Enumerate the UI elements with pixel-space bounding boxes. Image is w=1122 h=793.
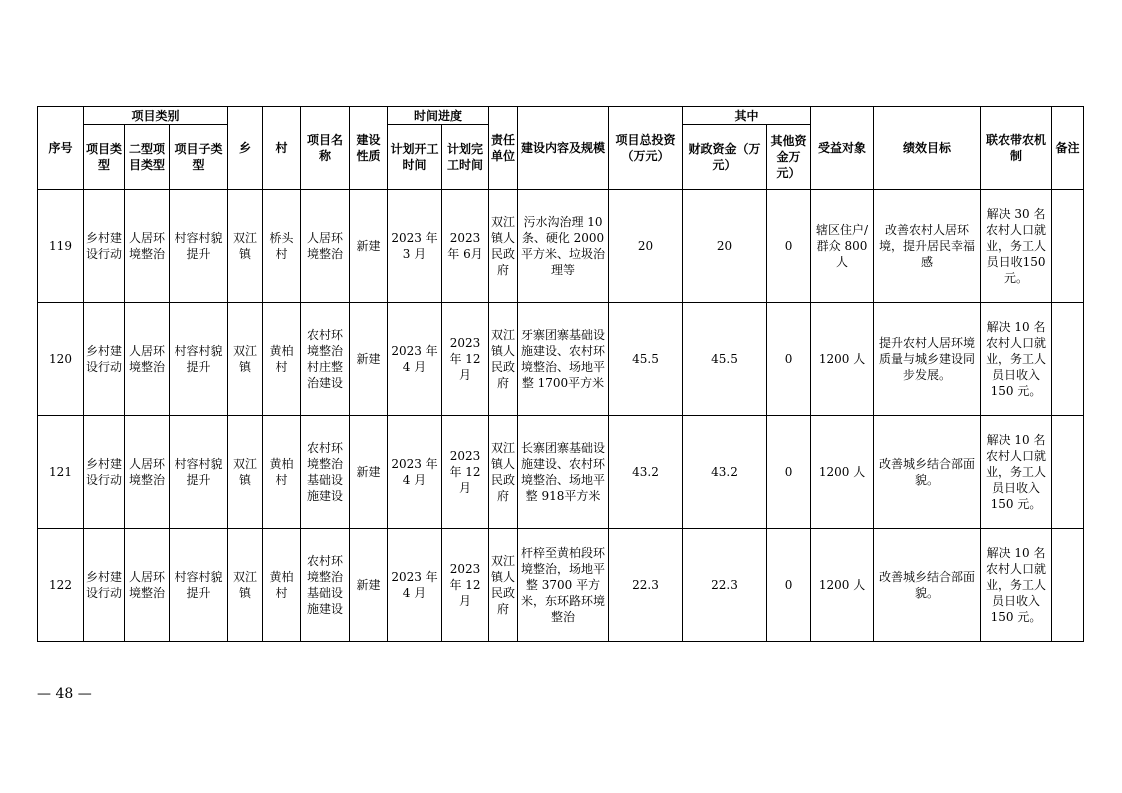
header-content: 建设内容及规模 xyxy=(518,107,609,190)
cell-type: 乡村建设行动 xyxy=(84,190,125,303)
cell-village: 桥头村 xyxy=(263,190,301,303)
table-row xyxy=(38,190,1084,303)
cell-unit: 双江镇人民政府 xyxy=(489,190,518,303)
cell-start: 2023 年4 月 xyxy=(388,529,442,642)
cell-end: 2023年 12月 xyxy=(442,303,489,416)
table-row xyxy=(38,529,1084,642)
cell-type: 乡村建设行动 xyxy=(84,529,125,642)
cell-nature: 新建 xyxy=(350,416,388,529)
cell-start: 2023 年4 月 xyxy=(388,416,442,529)
cell-seq: 122 xyxy=(38,529,84,642)
cell-township: 双江镇 xyxy=(228,303,263,416)
header-name: 项目名称 xyxy=(301,107,350,190)
cell-other: 0 xyxy=(767,416,811,529)
header-end: 计划完工时间 xyxy=(442,125,489,190)
cell-end: 2023年 12月 xyxy=(442,529,489,642)
header-schedule: 时间进度 xyxy=(388,107,489,125)
cell-total: 20 xyxy=(609,190,683,303)
cell-other: 0 xyxy=(767,190,811,303)
cell-end: 2023年 12月 xyxy=(442,416,489,529)
cell-subtype: 村容村貌提升 xyxy=(170,529,228,642)
cell-village: 黄柏村 xyxy=(263,416,301,529)
cell-unit: 双江镇人民政府 xyxy=(489,303,518,416)
header-beneficiary: 受益对象 xyxy=(811,107,874,190)
cell-type: 乡村建设行动 xyxy=(84,303,125,416)
cell-township: 双江镇 xyxy=(228,416,263,529)
cell-township: 双江镇 xyxy=(228,529,263,642)
cell-nature: 新建 xyxy=(350,529,388,642)
cell-goal: 改善城乡结合部面貌。 xyxy=(874,416,981,529)
header-remark: 备注 xyxy=(1052,107,1084,190)
cell-content: 长寨团寨基础设施建设、农村环境整治、场地平整 918平方米 xyxy=(518,416,609,529)
cell-fiscal: 45.5 xyxy=(683,303,767,416)
cell-seq: 121 xyxy=(38,416,84,529)
cell-name: 农村环境整治村庄整治建设 xyxy=(301,303,350,416)
cell-beneficiary: 1200 人 xyxy=(811,416,874,529)
page-number: — 48 — xyxy=(37,686,92,702)
cell-mechanism: 解决 10 名农村人口就业，务工人员日收入 150 元。 xyxy=(981,303,1052,416)
header-seq: 序号 xyxy=(38,107,84,190)
cell-type: 乡村建设行动 xyxy=(84,416,125,529)
header-goal: 绩效目标 xyxy=(874,107,981,190)
cell-fiscal: 22.3 xyxy=(683,529,767,642)
header-mechanism: 联农带农机制 xyxy=(981,107,1052,190)
project-table xyxy=(37,106,1084,642)
cell-other: 0 xyxy=(767,303,811,416)
cell-seq: 120 xyxy=(38,303,84,416)
cell-village: 黄柏村 xyxy=(263,529,301,642)
cell-nature: 新建 xyxy=(350,190,388,303)
cell-type2: 人居环境整治 xyxy=(125,190,170,303)
cell-goal: 提升农村人居环境质量与城乡建设同步发展。 xyxy=(874,303,981,416)
cell-goal: 改善农村人居环境，提升居民幸福感 xyxy=(874,190,981,303)
cell-fiscal: 20 xyxy=(683,190,767,303)
cell-unit: 双江镇人民政府 xyxy=(489,416,518,529)
cell-type2: 人居环境整治 xyxy=(125,416,170,529)
cell-content: 杆梓至黄柏段环境整治，场地平整 3700 平方米，东环路环境整治 xyxy=(518,529,609,642)
cell-remark xyxy=(1052,190,1084,303)
header-start: 计划开工时间 xyxy=(388,125,442,190)
cell-start: 2023 年3 月 xyxy=(388,190,442,303)
header-among: 其中 xyxy=(683,107,811,125)
cell-content: 污水沟治理 10条、硬化 2000平方米、垃圾治理等 xyxy=(518,190,609,303)
cell-township: 双江镇 xyxy=(228,190,263,303)
cell-fiscal: 43.2 xyxy=(683,416,767,529)
cell-beneficiary: 1200 人 xyxy=(811,529,874,642)
header-nature: 建设性质 xyxy=(350,107,388,190)
cell-name: 农村环境整治基础设施建设 xyxy=(301,529,350,642)
header-township: 乡 xyxy=(228,107,263,190)
cell-type2: 人居环境整治 xyxy=(125,529,170,642)
header-other: 其他资金万元） xyxy=(767,125,811,190)
cell-nature: 新建 xyxy=(350,303,388,416)
cell-content: 牙寨团寨基础设施建设、农村环境整治、场地平整 1700平方米 xyxy=(518,303,609,416)
cell-remark xyxy=(1052,303,1084,416)
cell-name: 人居环境整治 xyxy=(301,190,350,303)
cell-unit: 双江镇人民政府 xyxy=(489,529,518,642)
cell-subtype: 村容村貌提升 xyxy=(170,416,228,529)
cell-village: 黄柏村 xyxy=(263,303,301,416)
header-type: 项目类型 xyxy=(84,125,125,190)
cell-subtype: 村容村貌提升 xyxy=(170,303,228,416)
cell-mechanism: 解决 10 名农村人口就业，务工人员日收入 150 元。 xyxy=(981,529,1052,642)
cell-beneficiary: 辖区住户/群众 800人 xyxy=(811,190,874,303)
header-category: 项目类别 xyxy=(84,107,228,125)
header-unit: 责任单位 xyxy=(489,107,518,190)
cell-end: 2023年 6月 xyxy=(442,190,489,303)
header-type2: 二型项目类型 xyxy=(125,125,170,190)
header-fiscal: 财政资金（万元） xyxy=(683,125,767,190)
cell-remark xyxy=(1052,416,1084,529)
table-row xyxy=(38,303,1084,416)
table-row xyxy=(38,416,1084,529)
header-subtype: 项目子类型 xyxy=(170,125,228,190)
cell-mechanism: 解决 10 名农村人口就业，务工人员日收入 150 元。 xyxy=(981,416,1052,529)
cell-mechanism: 解决 30 名农村人口就业，务工人员日收150 元。 xyxy=(981,190,1052,303)
cell-total: 45.5 xyxy=(609,303,683,416)
cell-goal: 改善城乡结合部面貌。 xyxy=(874,529,981,642)
header-total: 项目总投资（万元） xyxy=(609,107,683,190)
cell-seq: 119 xyxy=(38,190,84,303)
cell-name: 农村环境整治基础设施建设 xyxy=(301,416,350,529)
cell-remark xyxy=(1052,529,1084,642)
header-row-1 xyxy=(38,107,1084,125)
cell-start: 2023 年4 月 xyxy=(388,303,442,416)
cell-subtype: 村容村貌提升 xyxy=(170,190,228,303)
cell-beneficiary: 1200 人 xyxy=(811,303,874,416)
cell-other: 0 xyxy=(767,529,811,642)
cell-type2: 人居环境整治 xyxy=(125,303,170,416)
cell-total: 43.2 xyxy=(609,416,683,529)
header-village: 村 xyxy=(263,107,301,190)
cell-total: 22.3 xyxy=(609,529,683,642)
